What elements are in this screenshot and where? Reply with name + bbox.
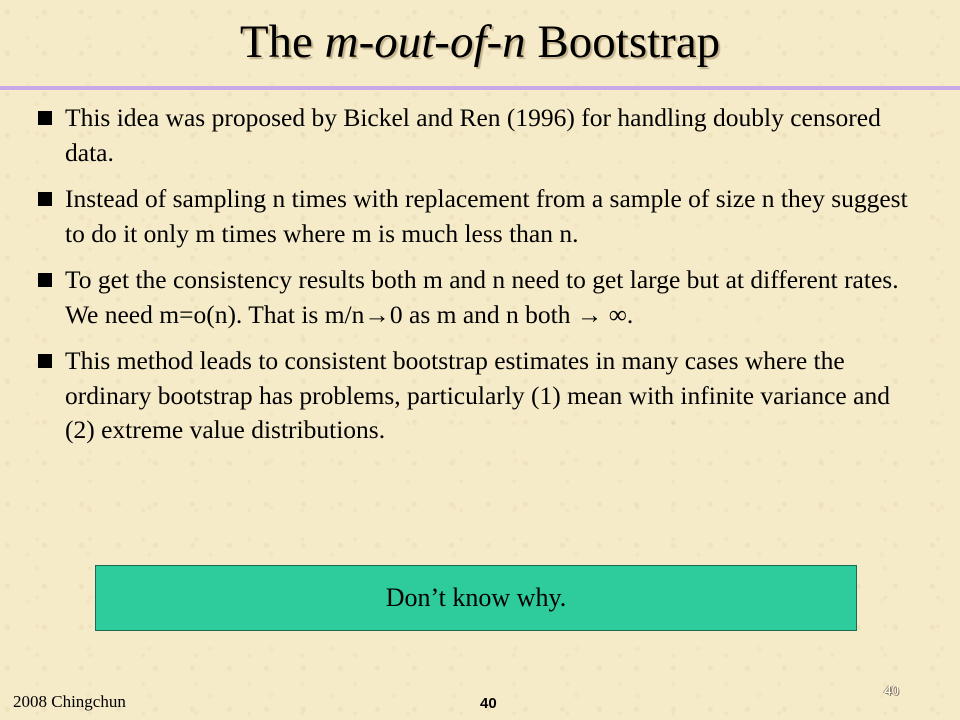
footer-page-number: 40 (480, 695, 497, 712)
square-bullet-icon (38, 192, 52, 206)
slide-title (0, 10, 960, 74)
square-bullet-icon (38, 111, 52, 125)
bullet-text: This idea was proposed by Bickel and Ren (1996) for handling doubly censored data. (65, 103, 881, 167)
slide-number: 40 (884, 683, 899, 699)
bullet-text: Instead of sampling n times with replacement from a sample of size n they suggest to do it only m times where m is much less than n. (65, 184, 908, 248)
footer-author: 2008 Chingchun (13, 692, 126, 711)
square-bullet-icon (38, 354, 52, 368)
title-prefix: The (239, 16, 325, 68)
bullet-text: This method leads to consistent bootstrap estimates in many cases where the ordinary bootstrap has problems, particularly (1) mean with infinite variance and (2) extreme value distributions. (65, 346, 890, 444)
title-italic: m-out-of-n (324, 16, 526, 68)
title-divider (0, 86, 960, 90)
callout-text: Don’t know why. (385, 583, 567, 612)
bullet-item (38, 344, 908, 448)
bullet-item (38, 263, 908, 332)
callout-box (95, 565, 857, 631)
title-suffix: Bootstrap (525, 16, 721, 68)
square-bullet-icon (38, 273, 52, 287)
bullet-list (38, 101, 908, 460)
bullet-item (38, 101, 908, 170)
bullet-item (38, 182, 908, 251)
bullet-text: To get the consistency results both m and n need to get large but at different rates. We need m=o(n). That is m/n→0 as m and n both → ∞. (65, 265, 899, 329)
